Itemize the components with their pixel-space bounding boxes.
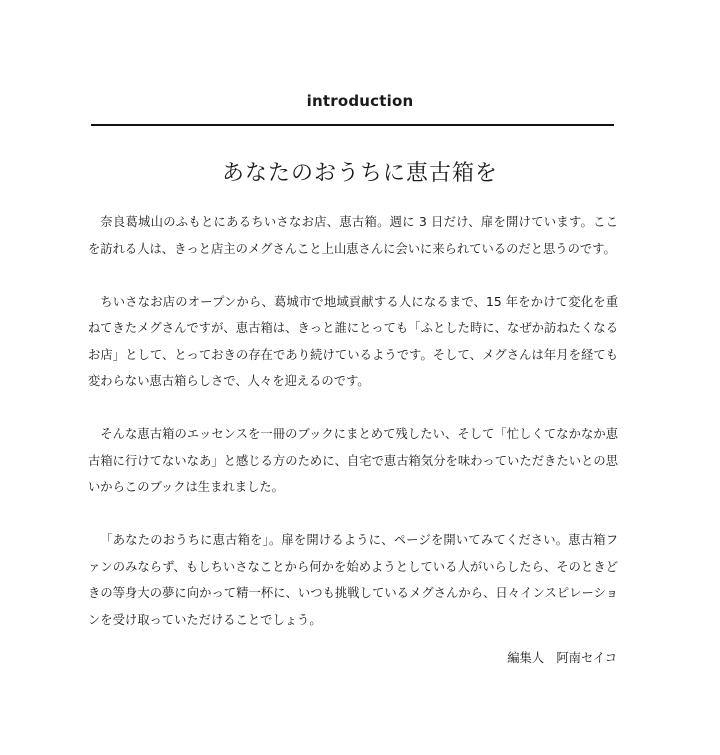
page-title: あなたのおうちに恵古箱を <box>221 161 498 186</box>
paragraph-3: そんな恵古箱のエッセンスを一冊のブックにまとめて残したい、そして「忙しくてなかなか恵古箱に行けてないなあ」と感じる方のために、自宅で恵古箱気分を味わっていただきたいとの思いからこのブックは生まれました。 <box>88 427 618 494</box>
heading-divider <box>91 124 614 126</box>
paragraph-1: 奈良葛城山のふもとにあるちいさなお店、恵古箱。週に 3 日だけ、扉を開けています。ここを訪れる人は、きっと店主のメグさんこと上山恵さんに会いに来られているのだと思うのです。 <box>88 215 618 256</box>
body-text <box>88 209 618 633</box>
editor-signature: 編集人 阿南セイコ <box>507 651 617 665</box>
section-heading: introduction <box>306 92 414 110</box>
paragraph-4: 「あなたのおうちに恵古箱を」。扉を開けるように、ページを開いてみてください。恵古箱ファンのみならず、もしちいさなことから何かを始めようとしている人がいらしたら、そのときどきの等身大の夢に向かって精一杯に、いつも挑戦しているメグさんから、日々インスピレーションを受け取っていただけることでしょう。 <box>88 533 618 627</box>
paragraph-2: ちいさなお店のオープンから、葛城市で地域貢献する人になるまで、15 年をかけて変化を重ねてきたメグさんですが、恵古箱は、きっと誰にとっても「ふとした時に、なぜか訪ねたくなるお店」として、とっておきの存在であり続けているようです。そして、メグさんは年月を経ても変わらない恵古箱らしさで、人々を迎えるのです。 <box>88 294 618 388</box>
